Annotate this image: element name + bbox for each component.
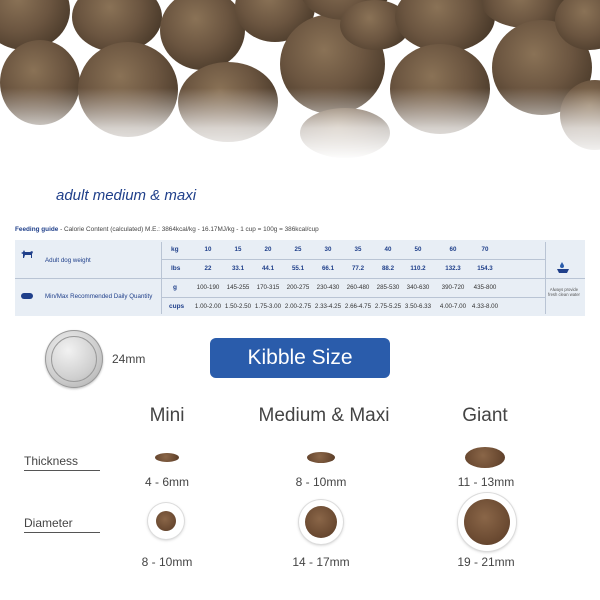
product-subtitle: adult medium & maxi xyxy=(56,187,197,204)
table-cell-grams: 230-430 xyxy=(316,284,340,291)
table-cell-lbs: 154.3 xyxy=(477,265,493,272)
giant-thickness-value: 11 - 13mm xyxy=(457,475,515,489)
table-cell-lbs: 77.2 xyxy=(351,265,365,272)
table-cell-kg: 25 xyxy=(294,246,302,253)
table-cell-lbs: 33.1 xyxy=(231,265,245,272)
coin-size-label: 24mm xyxy=(112,352,146,366)
table-cell-cups: 1.50-2.50 xyxy=(224,303,252,310)
table-cell-cups: 1.00-2.00 xyxy=(194,303,222,310)
table-cell-kg: 20 xyxy=(264,246,272,253)
table-cell-grams: 100-190 xyxy=(196,284,220,291)
mini-thickness-value: 4 - 6mm xyxy=(144,475,189,489)
diameter-underline xyxy=(24,532,100,533)
table-cell-cups: 3.50-6.33 xyxy=(404,303,432,310)
table-cell-cups: 1.75-3.00 xyxy=(254,303,282,310)
table-cell-lbs: 132.3 xyxy=(445,265,461,272)
column-mini: Mini xyxy=(149,405,185,426)
table-divider xyxy=(161,297,545,298)
giant-thickness-kibble xyxy=(465,447,505,468)
diameter-label: Diameter xyxy=(24,516,73,530)
table-cell-kg: 10 xyxy=(204,246,212,253)
table-cell-grams: 285-530 xyxy=(376,284,400,291)
table-cell-cups: 2.75-5.25 xyxy=(374,303,402,310)
unit-g: g xyxy=(173,284,177,291)
table-cell-kg: 60 xyxy=(449,246,457,253)
unit-cups: cups xyxy=(169,303,185,310)
kibble-pill-icon xyxy=(21,293,33,299)
table-divider xyxy=(15,278,585,279)
calorie-note: - Calorie Content (calculated) M.E.: 3864kcal/kg - 16.17MJ/kg - 1 cup = 100g = 386kcal/cup xyxy=(60,226,319,233)
column-medium-maxi: Medium & Maxi xyxy=(258,405,390,426)
unit-lbs: lbs xyxy=(171,265,181,272)
table-cell-cups: 2.00-2.75 xyxy=(284,303,312,310)
quarter-coin-icon xyxy=(45,330,103,388)
unit-kg: kg xyxy=(171,246,179,253)
table-cell-cups: 4.00-7.00 xyxy=(439,303,467,310)
table-cell-kg: 50 xyxy=(414,246,422,253)
table-cell-kg: 15 xyxy=(234,246,242,253)
weight-row-label: Adult dog weight xyxy=(45,257,91,264)
table-cell-kg: 40 xyxy=(384,246,392,253)
table-cell-grams: 145-255 xyxy=(226,284,250,291)
table-cell-lbs: 66.1 xyxy=(321,265,335,272)
giant-diameter-kibble xyxy=(464,499,510,545)
dog-icon xyxy=(20,249,34,259)
kibble-photo-banner xyxy=(0,0,600,160)
table-cell-lbs: 44.1 xyxy=(261,265,275,272)
column-giant: Giant xyxy=(462,405,508,426)
water-note: Always provide fresh clean water xyxy=(548,287,580,297)
table-cell-grams: 260-480 xyxy=(346,284,370,291)
table-cell-grams: 340-630 xyxy=(406,284,430,291)
table-cell-grams: 390-720 xyxy=(441,284,465,291)
feeding-guide-label: Feeding guide xyxy=(15,226,59,233)
feeding-table xyxy=(15,240,585,316)
water-bowl-icon xyxy=(556,262,570,274)
table-cell-cups: 4.33-8.00 xyxy=(471,303,499,310)
table-cell-lbs: 22 xyxy=(204,265,212,272)
mini-diameter-value: 8 - 10mm xyxy=(141,555,193,569)
table-cell-grams: 200-275 xyxy=(286,284,310,291)
giant-diameter-value: 19 - 21mm xyxy=(457,555,515,569)
mini-thickness-kibble xyxy=(155,453,179,462)
table-cell-kg: 70 xyxy=(481,246,489,253)
table-cell-kg: 30 xyxy=(324,246,332,253)
mini-diameter-kibble xyxy=(156,511,176,531)
table-divider xyxy=(161,259,545,260)
medium-thickness-value: 8 - 10mm xyxy=(295,475,347,489)
quantity-row-label: Min/Max Recommended Daily Quantity xyxy=(45,293,153,300)
table-cell-kg: 35 xyxy=(354,246,362,253)
table-cell-cups: 2.66-4.75 xyxy=(344,303,372,310)
table-cell-lbs: 110.2 xyxy=(410,265,426,272)
table-cell-lbs: 55.1 xyxy=(291,265,305,272)
thickness-underline xyxy=(24,470,100,471)
banner-fade xyxy=(0,0,600,160)
table-cell-grams: 435-800 xyxy=(473,284,497,291)
table-cell-lbs: 88.2 xyxy=(381,265,395,272)
medium-diameter-kibble xyxy=(305,506,337,538)
medium-diameter-value: 14 - 17mm xyxy=(292,555,350,569)
table-cell-cups: 2.33-4.25 xyxy=(314,303,342,310)
kibble-size-banner: Kibble Size xyxy=(210,338,390,378)
thickness-label: Thickness xyxy=(24,454,79,468)
feeding-guide-header xyxy=(15,226,319,233)
medium-thickness-kibble xyxy=(307,452,335,463)
table-cell-grams: 170-315 xyxy=(256,284,280,291)
